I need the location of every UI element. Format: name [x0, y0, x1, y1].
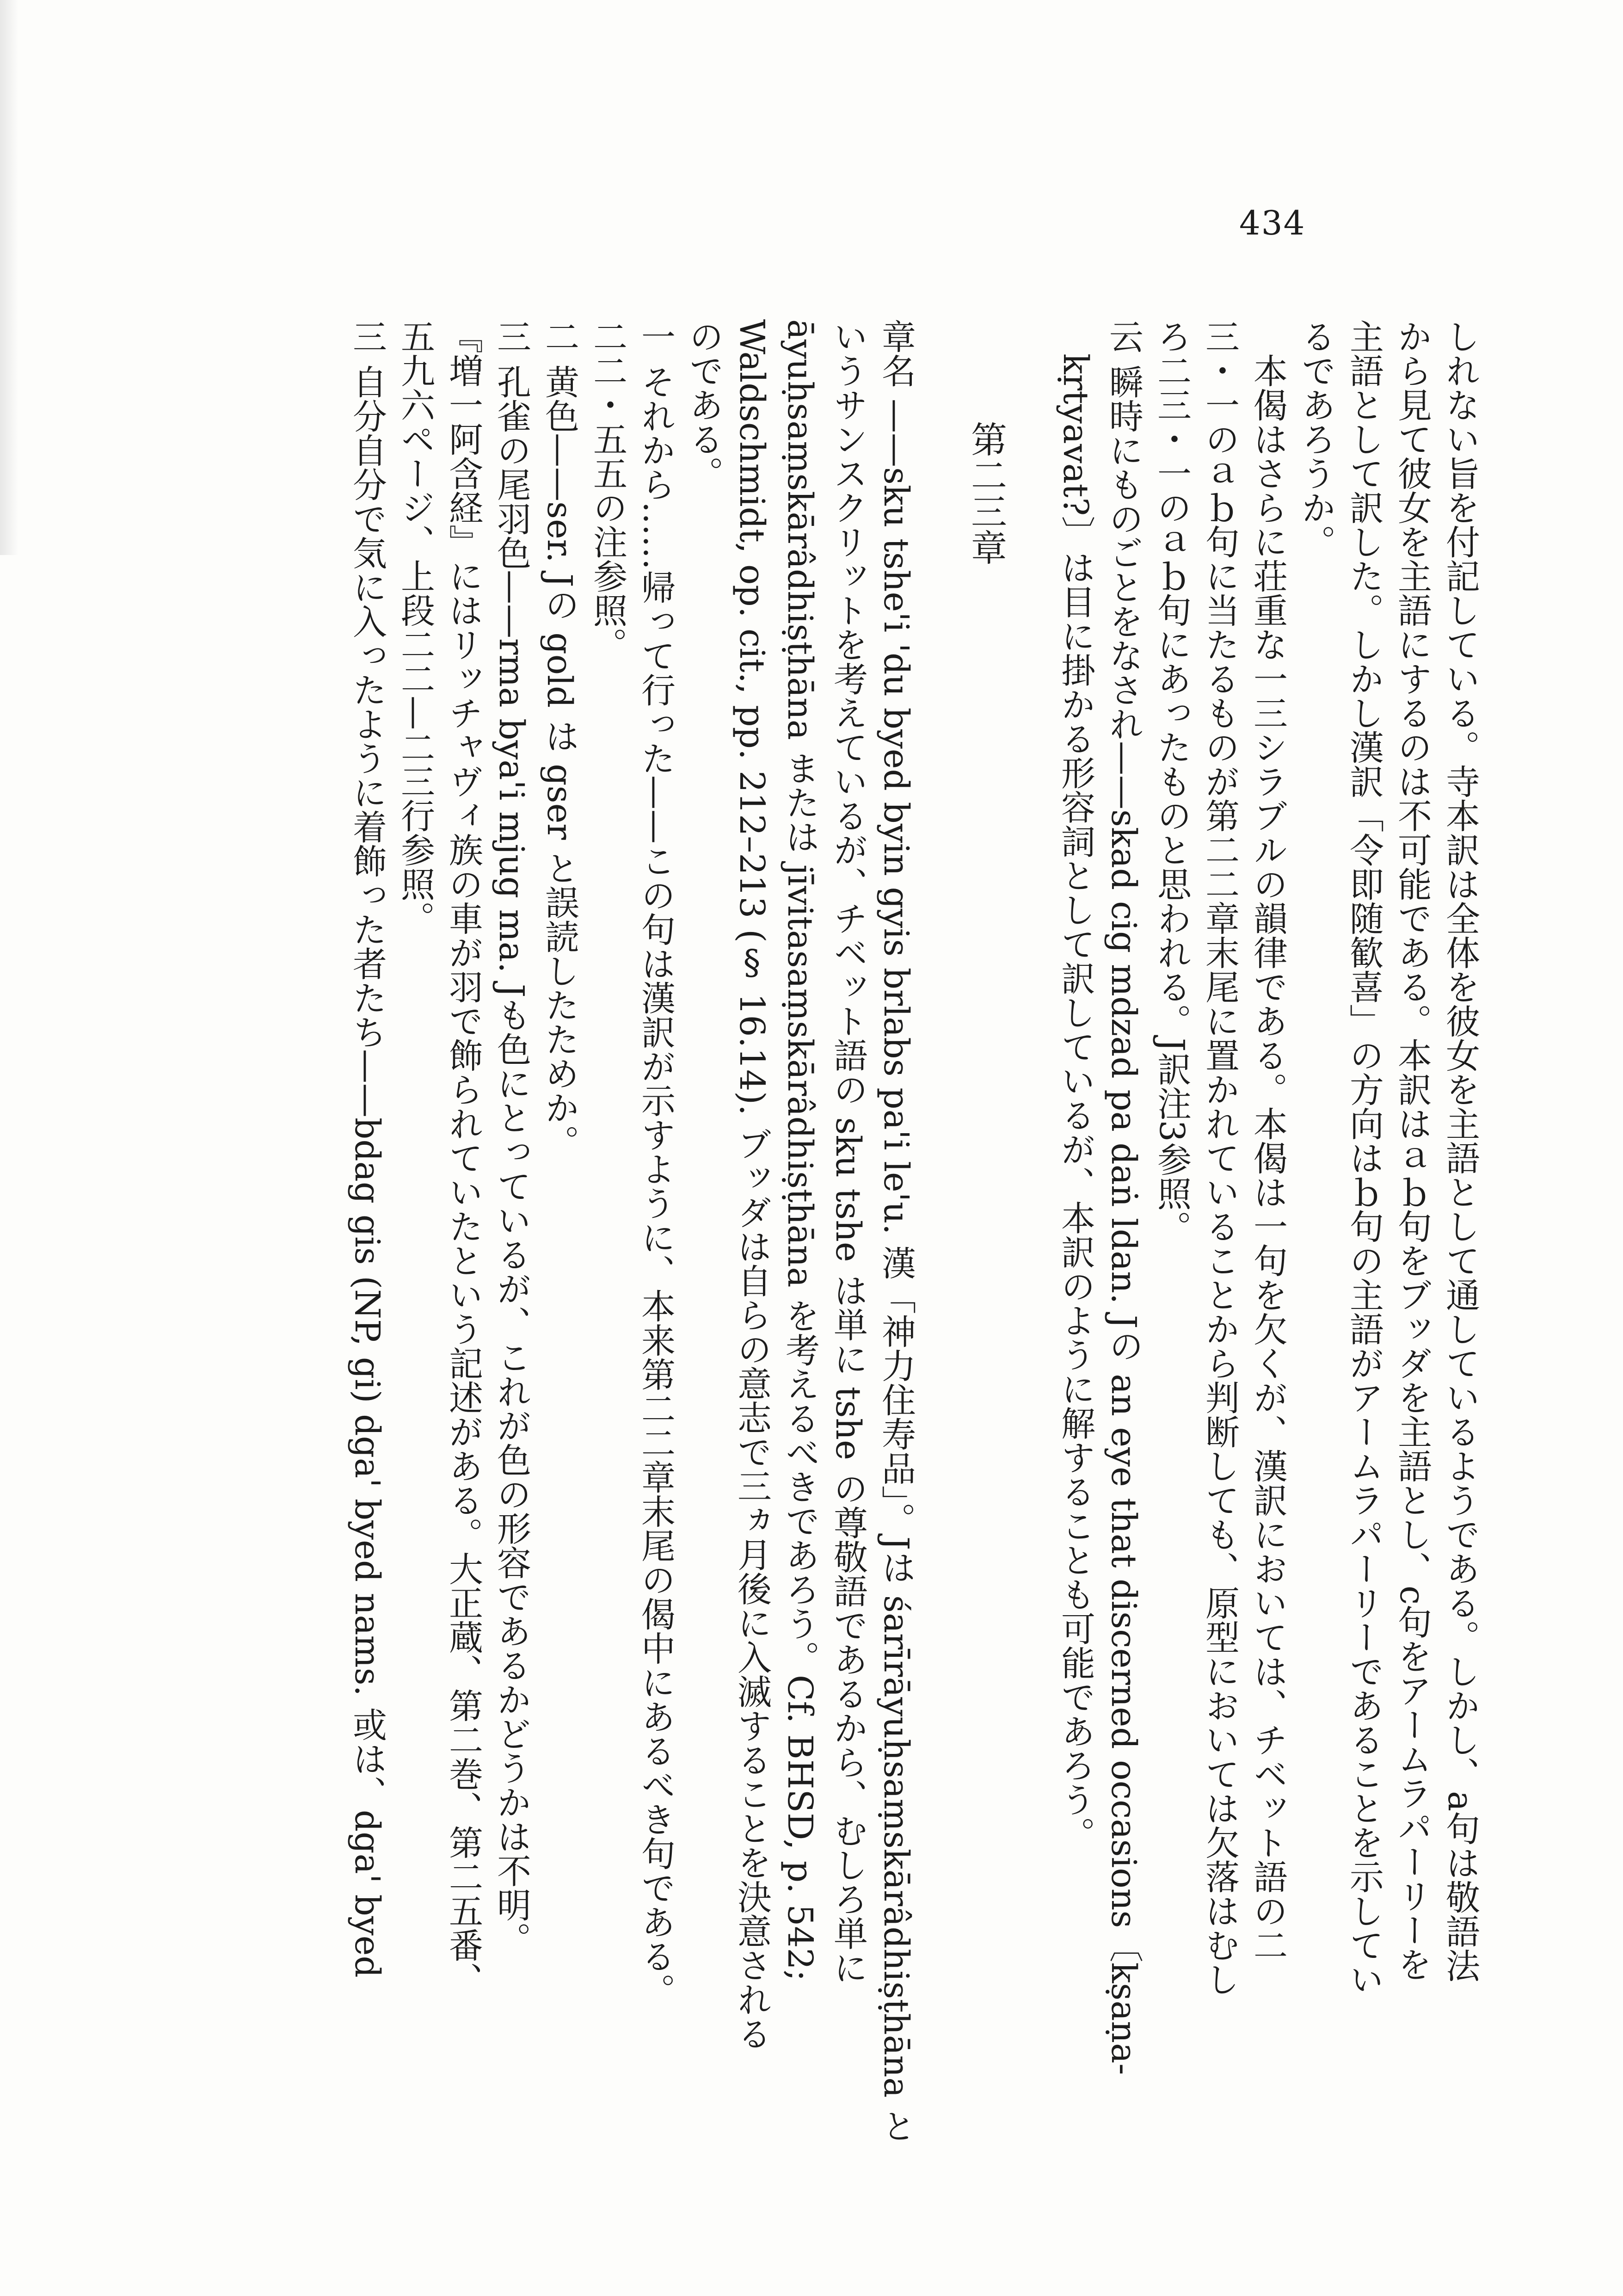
note-text: ——sku tshe'i 'du byed byin gyis brlabs pa'i le'u. 漢「神力住寿品」。Jは śarīrāyuḥsaṃskārâdhiṣṭhāna と: [876, 399, 916, 2143]
note-continuation-line: いうサンスクリットを考えているが、チベット語の sku tshe は単に tshe の尊敬語であるから、むしろ単に: [828, 319, 868, 1985]
note-text: 自分自分で気に入ったように着飾った者たち——bdag gis (NP, gi) dga' byed nams. 或は、dga' byed: [347, 364, 387, 1978]
note-marker: 一: [636, 319, 676, 353]
note-continuation-line: のである。: [684, 319, 724, 490]
scan-edge-shadow: [0, 0, 18, 555]
chapter-note-line: [343, 319, 391, 2123]
text-line: 主語として訳した。しかし漢訳「令即随歓喜」の方向はｂ句の主語がアームラパーリーであることを示してい: [1344, 319, 1384, 1996]
note-continuation-line: āyuḥsaṃskārâdhiṣṭhāna または jīvitasaṃskārâdhiṣṭhāna を考えるべきであろう。Cf. BHSD, p. 542;: [780, 319, 820, 1981]
note-continuation-line: 『増一阿含経』にはリッチャヴィ族の車が羽で飾られていたという記述がある。大正蔵、第二巻、第二五番、: [443, 319, 483, 1996]
vertical-text-block: [343, 319, 1484, 2143]
note-text: 瞬時にものごとをなされ——skad cig mdzad pa daṅ ldan. Jの an eye that discerned occasions〔kṣaṇa-: [1104, 364, 1143, 2075]
note-continuation-line: kṛtyavat?〕は目に掛かる形容詞として訳しているが、本訳のように解することも可能であろう。: [1056, 353, 1095, 1851]
text-line: しれない旨を付記している。寺本訳は全体を彼女を主語として通しているようである。しかし、a句は敬語法: [1440, 319, 1480, 1983]
note-text: それから……帰って行った——この句は漢訳が示すように、本来第二二章末尾の偈中にあるべき句である。: [636, 364, 676, 2007]
note-continuation-line: Waldschmidt, op. cit., pp. 212–213 (§ 16.14). ブッダは自らの意志で三ヵ月後に入滅することを決意される: [732, 319, 772, 2051]
text-line: から見て彼女を主語にするのは不可能である。本訳はａｂ句をブッダを主語とし、c句をアームラパーリーを: [1392, 319, 1432, 1981]
note-marker: 云: [1104, 319, 1143, 353]
note-text: 黄色——ser. Jの gold は gser と誤読したためか。: [540, 364, 579, 1159]
chapter-note-line: [632, 319, 680, 2123]
chapter-note-line: [487, 319, 535, 2123]
chapter-note-line: [535, 319, 584, 2123]
text-line: 本偈はさらに荘重な一三シラブルの韻律である。本偈は一句を欠くが、漢訳においては、チベット語の二: [1248, 353, 1288, 1962]
note-marker: 二: [540, 319, 579, 353]
note-marker: 章名: [876, 319, 916, 388]
text-line: るであろうか。: [1296, 319, 1336, 559]
chapter-note-line: [872, 319, 920, 2143]
note-marker: 三: [492, 319, 531, 353]
note-text: 孔雀の尾羽色——rma bya'i mjug ma. Jも色にとっているが、これが色の形容であるかどうかは不明。: [492, 364, 531, 1956]
chapter-heading: 第二三章: [965, 421, 1007, 565]
note-continuation-line: 五九六ページ、上段二二—二三行参照。: [395, 319, 435, 935]
note-continuation-line: 二二・五五の注参照。: [588, 319, 627, 661]
text-line: 三・一のａｂ句に当たるものが第二二章末尾に置かれていることから判断しても、原型においては欠落はむし: [1200, 319, 1240, 1996]
note-25-line: [1100, 319, 1148, 2123]
page-number: 434: [1239, 204, 1306, 242]
text-line: ろ二三・一のａｂ句にあったものと思われる。J訳注3参照。: [1152, 319, 1192, 1245]
note-marker: 三: [347, 319, 387, 353]
